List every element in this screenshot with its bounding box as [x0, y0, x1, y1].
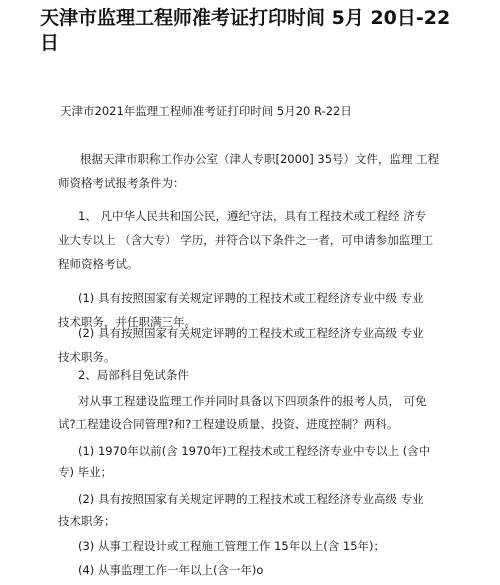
paragraph-line: 程师资格考试。 — [58, 257, 139, 271]
document-title: 天津市监理工程师准考证打印时间 5月 20日-22日 — [40, 7, 451, 54]
paragraph-line: 业大专以上 （含大专） 学历，并符合以下条件之一者，可申请参加监理工 — [58, 233, 434, 247]
paragraph-line: (3) 从事工程设计或工程施工管理工作 15年以上(含 15年)； — [78, 539, 385, 553]
paragraph-line: (4) 从事监理工作一年以上(含一年)o — [78, 563, 264, 577]
paragraph-line: (1) 1970年以前(含 1970年)工程技术或工程经济专业中专以上 (含中 — [78, 444, 431, 458]
paragraph-line: 根据天津市职称工作办公室（津人专职[2000] 35号）文件，监理 工程 — [80, 152, 440, 166]
document-subtitle: 天津市2021年监理工程师准考证打印时间 5月20 R-22日 — [60, 104, 352, 118]
paragraph-line: (2) 具有按照国家有关规定评聘的工程技术或工程经济专业高级 专业 — [78, 492, 424, 506]
paragraph-line: (2) 具有按照国家有关规定评聘的工程技术或工程经济专业高级 专业 — [78, 326, 424, 340]
paragraph-line: (1) 具有按照国家有关规定评聘的工程技术或工程经济专业中级 专业 — [78, 291, 424, 305]
paragraph-line: 师资格考试报考条件为： — [58, 176, 185, 190]
paragraph-line: 专) 毕业； — [58, 465, 113, 479]
paragraph-line: 技术职务。 — [58, 350, 116, 364]
paragraph-line: 技术职务，并任职满三年。 — [58, 315, 196, 329]
paragraph-line: 2、局部科目免试条件 — [78, 368, 189, 382]
paragraph-line: 对从事工程建设监理工作并同时具备以下四项条件的报考人员， 可免 — [78, 394, 427, 408]
paragraph-line: 试?工程建设合同管理?和?工程建设质量、投资、进度控制？两科。 — [58, 417, 399, 431]
paragraph-line: 1、 凡中华人民共和国公民，遵纪守法，具有工程技术或工程经 济专 — [78, 209, 427, 223]
paragraph-line: 技术职务； — [58, 514, 116, 528]
